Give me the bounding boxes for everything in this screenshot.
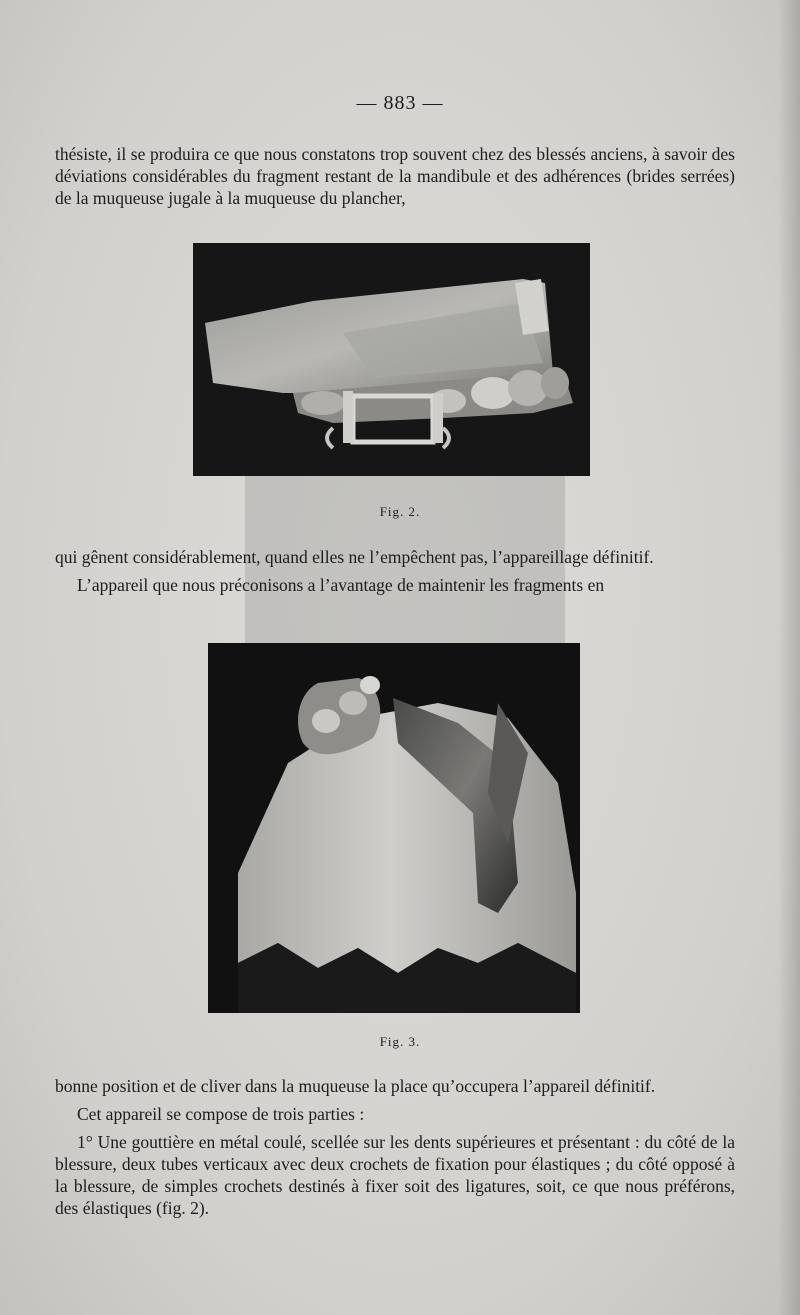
figure-2-photo <box>193 243 590 476</box>
paragraph-middle-1-text: qui gênent considérablement, quand elles ne l’empêchent pas, l’appareillage définitif. <box>55 547 654 567</box>
paragraph-bottom <box>55 1075 735 1219</box>
dental-cast-photo <box>193 243 590 476</box>
paragraph-top-text: thésiste, il se produira ce que nous constatons trop souvent chez des blessés anciens, à savoir des déviations considérables du fragment restant de la mandibule et des adhérences (brides serrées) de la muqueuse jugale à la muqueuse du plancher, <box>55 144 735 208</box>
page-edge-shadow <box>778 0 800 1315</box>
paragraph-top <box>55 143 735 209</box>
paragraph-middle <box>55 546 735 596</box>
figure-3-caption: Fig. 3. <box>379 1034 421 1049</box>
figure-3-photo <box>208 643 580 1013</box>
maxillary-model-photo <box>208 643 580 1013</box>
page-number: — 883 — <box>356 92 444 114</box>
figure-2-caption: Fig. 2. <box>379 504 421 519</box>
paragraph-bottom-2-text: Cet appareil se compose de trois parties : <box>77 1104 365 1124</box>
paragraph-bottom-1-text: bonne position et de cliver dans la muqueuse la place qu’occupera l’appareil définitif. <box>55 1076 656 1096</box>
paragraph-bottom-3-text: 1° Une gouttière en métal coulé, scellée sur les dents supérieures et présentant : du côté de la blessure, deux tubes verticaux avec deux crochets de fixation pour élastiques ; du côté opposé à la blessure, de simples crochets destinés à fixer soit des ligatures, soit, ce que nous préférons, des élastiques (fig. 2). <box>55 1132 735 1218</box>
paragraph-middle-2-text: L’appareil que nous préconisons a l’avantage de maintenir les fragments en <box>77 575 605 595</box>
